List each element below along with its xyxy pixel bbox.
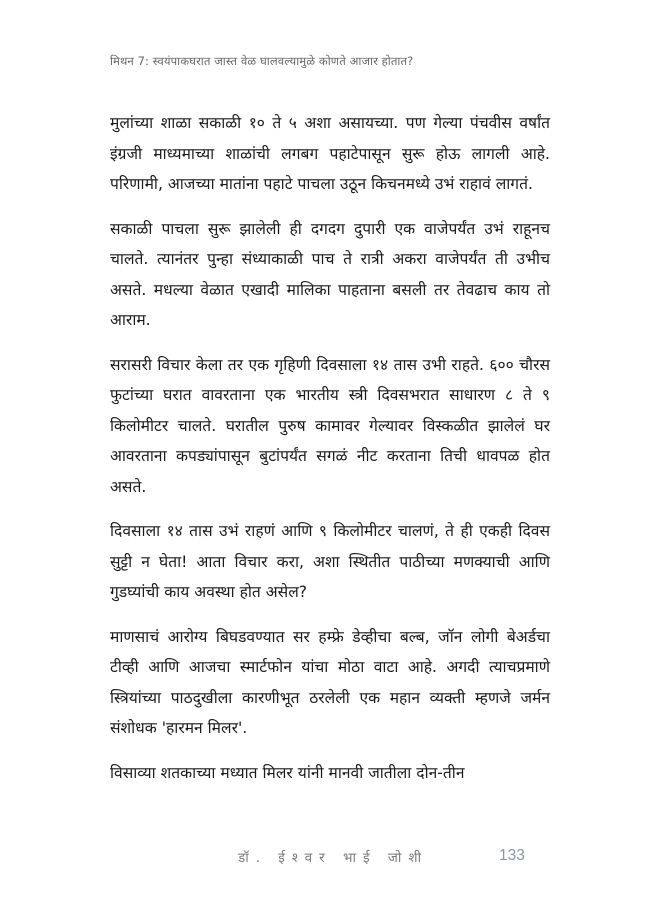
running-header: मिथन 7: स्वयंपाकघरात जास्त वेळ घालवल्यामुळे कोणते आजार होतात?	[110, 54, 414, 68]
paragraph-3: सरासरी विचार केला तर एक गृहिणी दिवसाला १४ तास उभी राहते. ६०० चौरस फुटांच्या घरात वावरताना एक भारतीय स्त्री दिवसभरात साधारण ८ ते ९ किलोमीटर चालते. घरातील पुरुष कामावर गेल्यावर विस्कळीत झालेलं घर आवरताना कपड्यांपासून बुटांपर्यंत सगळं नीट करताना तिची धावपळ होत असते.	[110, 355, 550, 496]
paragraph-6: विसाव्या शतकाच्या मध्यात मिलर यांनी मानवी जातीला दोन-तीन	[110, 763, 465, 782]
page-number: 133	[499, 847, 525, 864]
footer-author: डॉ. ईश्वर भाई जोशी	[238, 850, 429, 866]
paragraph-2: सकाळी पाचला सुरू झालेली ही दगदग दुपारी एक वाजेपर्यंत उभं राहूनच चालते. त्यानंतर पुन्हा संध्याकाळी पाच ते रात्री अकरा वाजेपर्यंत ती उभीच असते. मधल्या वेळात एखादी मालिका पाहताना बसली तर तेवढाच काय तो आराम.	[110, 219, 550, 329]
body-text	[110, 108, 550, 802]
page-footer	[0, 848, 662, 868]
paragraph-4: दिवसाला १४ तास उभं राहणं आणि ९ किलोमीटर चालणं, ते ही एकही दिवस सुट्टी न घेता! आता विचार करा, अशा स्थितीत पाठीच्या मणक्याची आणि गुडघ्यांची काय अवस्था होत असेल?	[110, 522, 550, 601]
paragraph-1: मुलांच्या शाळा सकाळी १० ते ५ अशा असायच्या. पण गेल्या पंचवीस वर्षांत इंग्रजी माध्यमाच्या शाळांची लगबग पहाटेपासून सुरू होऊ लागली आहे. परिणामी, आजच्या मातांना पहाटे पाचला उठून किचनमध्ये उभं राहावं लागतं.	[110, 114, 550, 193]
paragraph-5: माणसाचं आरोग्य बिघडवण्यात सर हम्फ्रे डेव्हीचा बल्ब, जॉन लोगी बेअर्डचा टीव्ही आणि आजचा स्मार्टफोन यांचा मोठा वाटा आहे. अगदी त्याचप्रमाणे स्त्रियांच्या पाठदुखीला कारणीभूत ठरलेली एक महान व्यक्ती म्हणजे जर्मन संशोधक 'हारमन मिलर'.	[110, 627, 550, 737]
